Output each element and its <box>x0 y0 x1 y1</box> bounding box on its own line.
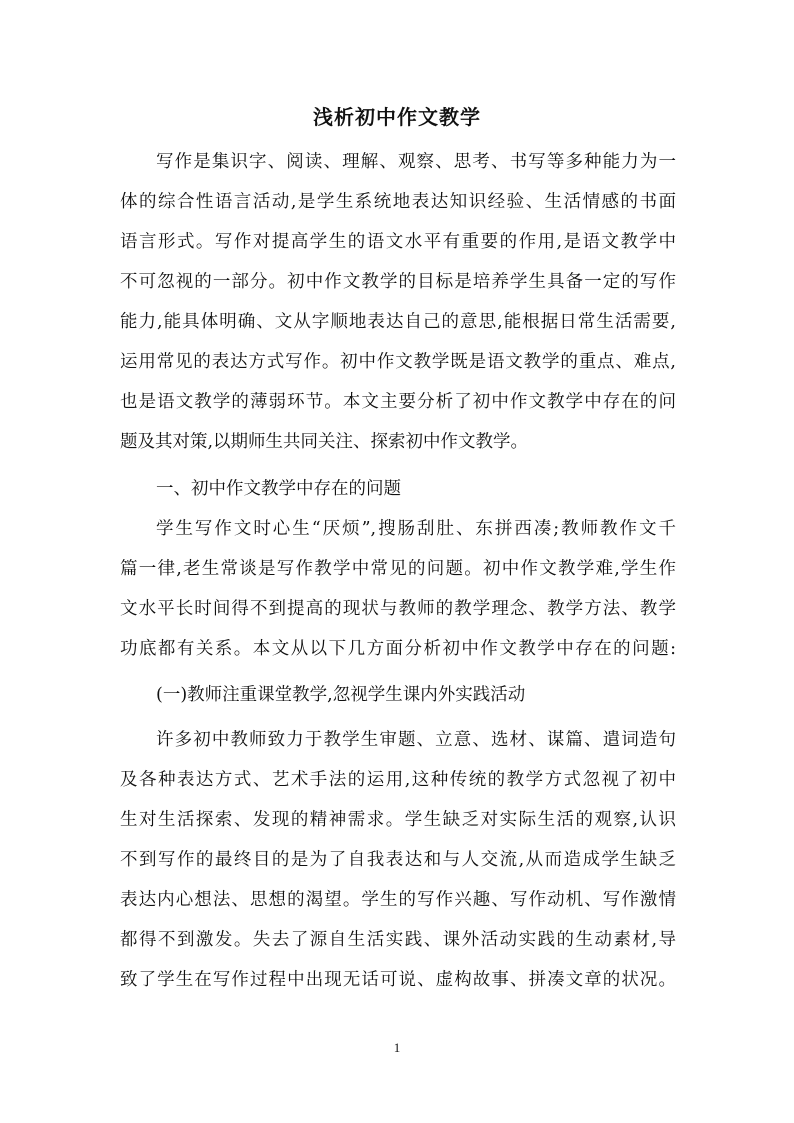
page-number: 1 <box>393 1040 401 1055</box>
text-line: 及各种表达方式、艺术手法的运用,这种传统的教学方式忽视了初中 <box>120 770 676 790</box>
text-line: 能力,能具体明确、文从字顺地表达自己的意思,能根据日常生活需要, <box>120 312 676 332</box>
text-line: 不可忽视的一部分。初中作文教学的目标是培养学生具备一定的写作 <box>120 272 676 292</box>
text-line: 都得不到激发。失去了源自生活实践、课外活动实践的生动素材,导 <box>120 930 676 950</box>
text-line: 表达内心想法、思想的渴望。学生的写作兴趣、写作动机、写作激情 <box>120 890 676 910</box>
text-line: 许多初中教师致力于教学生审题、立意、选材、谋篇、遣词造句 <box>156 730 676 750</box>
text-line: 语言形式。写作对提高学生的语文水平有重要的作用,是语文教学中 <box>120 232 676 252</box>
text-line: 不到写作的最终目的是为了自我表达和与人交流,从而造成学生缺乏 <box>120 850 676 870</box>
text-line: 致了学生在写作过程中出现无话可说、虚构故事、拼凑文章的状况。 <box>120 970 676 990</box>
text-line: 生对生活探索、发现的精神需求。学生缺乏对实际生活的观察,认识 <box>120 810 676 830</box>
document-title: 浅析初中作文教学 <box>313 105 481 129</box>
text-line: 题及其对策,以期师生共同关注、探索初中作文教学。 <box>120 432 529 452</box>
text-line: 写作是集识字、阅读、理解、观察、思考、书写等多种能力为一 <box>156 152 676 172</box>
text-line: 文水平长时间得不到提高的现状与教师的教学理念、教学方法、教学 <box>120 599 676 619</box>
text-line: 篇一律,老生常谈是写作教学中常见的问题。初中作文教学难,学生作 <box>120 559 676 579</box>
text-line: 学生写作文时心生“厌烦”,搜肠刮肚、东拼西凑;教师教作文千 <box>156 519 676 539</box>
text-line: 也是语文教学的薄弱环节。本文主要分析了初中作文教学中存在的问 <box>120 392 676 412</box>
section-heading: 一、初中作文教学中存在的问题 <box>156 479 401 499</box>
text-line: 体的综合性语言活动,是学生系统地表达知识经验、生活情感的书面 <box>120 192 676 212</box>
text-line: 功底都有关系。本文从以下几方面分析初中作文教学中存在的问题: <box>120 639 676 659</box>
subsection-heading: (一)教师注重课堂教学,忽视学生课内外实践活动 <box>156 685 526 705</box>
text-line: 运用常见的表达方式写作。初中作文教学既是语文教学的重点、难点, <box>120 352 676 372</box>
